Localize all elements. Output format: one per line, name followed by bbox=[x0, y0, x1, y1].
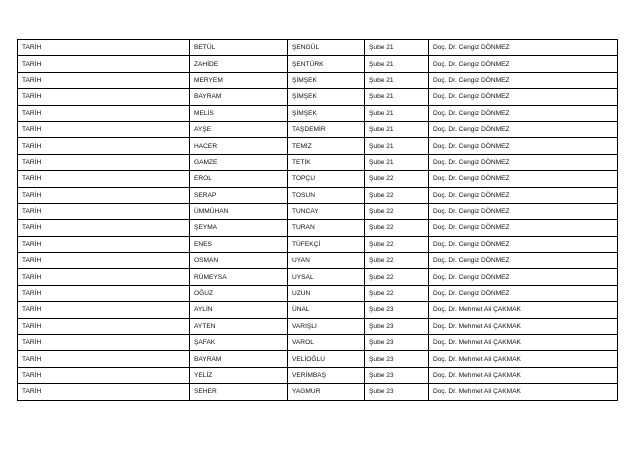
last-name-cell: TURAN bbox=[288, 220, 365, 236]
last-name-cell: ŞENGÜL bbox=[288, 40, 365, 56]
instructor-cell: Doç. Dr. Cengiz DÖNMEZ bbox=[429, 269, 618, 285]
course-cell: TARİH bbox=[18, 154, 190, 170]
first-name-cell: ŞEYMA bbox=[190, 220, 288, 236]
instructor-cell: Doç. Dr. Cengiz DÖNMEZ bbox=[429, 105, 618, 121]
table-row bbox=[18, 302, 618, 318]
course-cell: TARİH bbox=[18, 138, 190, 154]
section-cell: Şube 22 bbox=[365, 285, 429, 301]
first-name-cell: HACER bbox=[190, 138, 288, 154]
section-cell: Şube 21 bbox=[365, 56, 429, 72]
last-name-cell: ÜNAL bbox=[288, 302, 365, 318]
section-cell: Şube 23 bbox=[365, 384, 429, 400]
table-row bbox=[18, 384, 618, 400]
course-cell: TARİH bbox=[18, 285, 190, 301]
roster-body bbox=[18, 40, 618, 401]
course-cell: TARİH bbox=[18, 236, 190, 252]
table-row bbox=[18, 351, 618, 367]
course-cell: TARİH bbox=[18, 302, 190, 318]
course-cell: TARİH bbox=[18, 367, 190, 383]
course-cell: TARİH bbox=[18, 253, 190, 269]
instructor-cell: Doç. Dr. Cengiz DÖNMEZ bbox=[429, 203, 618, 219]
section-cell: Şube 21 bbox=[365, 105, 429, 121]
table-row bbox=[18, 121, 618, 137]
first-name-cell: OĞUZ bbox=[190, 285, 288, 301]
section-cell: Şube 21 bbox=[365, 138, 429, 154]
instructor-cell: Doç. Dr. Cengiz DÖNMEZ bbox=[429, 154, 618, 170]
table-row bbox=[18, 40, 618, 56]
course-cell: TARİH bbox=[18, 187, 190, 203]
table-row bbox=[18, 236, 618, 252]
course-cell: TARİH bbox=[18, 384, 190, 400]
course-cell: TARİH bbox=[18, 335, 190, 351]
instructor-cell: Doç. Dr. Mehmet Ali ÇAKMAK bbox=[429, 384, 618, 400]
table-row bbox=[18, 138, 618, 154]
instructor-cell: Doç. Dr. Mehmet Ali ÇAKMAK bbox=[429, 351, 618, 367]
instructor-cell: Doç. Dr. Mehmet Ali ÇAKMAK bbox=[429, 318, 618, 334]
first-name-cell: AYTEN bbox=[190, 318, 288, 334]
section-cell: Şube 22 bbox=[365, 203, 429, 219]
student-roster-table bbox=[17, 39, 618, 401]
instructor-cell: Doç. Dr. Cengiz DÖNMEZ bbox=[429, 56, 618, 72]
instructor-cell: Doç. Dr. Cengiz DÖNMEZ bbox=[429, 171, 618, 187]
first-name-cell: BAYRAM bbox=[190, 89, 288, 105]
last-name-cell: TUNCAY bbox=[288, 203, 365, 219]
first-name-cell: ŞAFAK bbox=[190, 335, 288, 351]
table-row bbox=[18, 56, 618, 72]
last-name-cell: VERİMBAŞ bbox=[288, 367, 365, 383]
last-name-cell: TÜFEKÇİ bbox=[288, 236, 365, 252]
first-name-cell: YELİZ bbox=[190, 367, 288, 383]
first-name-cell: OSMAN bbox=[190, 253, 288, 269]
instructor-cell: Doç. Dr. Cengiz DÖNMEZ bbox=[429, 138, 618, 154]
first-name-cell: MERYEM bbox=[190, 72, 288, 88]
table-row bbox=[18, 285, 618, 301]
section-cell: Şube 22 bbox=[365, 187, 429, 203]
table-row bbox=[18, 187, 618, 203]
course-cell: TARİH bbox=[18, 318, 190, 334]
instructor-cell: Doç. Dr. Mehmet Ali ÇAKMAK bbox=[429, 302, 618, 318]
table-row bbox=[18, 154, 618, 170]
course-cell: TARİH bbox=[18, 269, 190, 285]
document-sheet bbox=[17, 39, 617, 401]
last-name-cell: TEMİZ bbox=[288, 138, 365, 154]
section-cell: Şube 23 bbox=[365, 351, 429, 367]
section-cell: Şube 21 bbox=[365, 40, 429, 56]
table-row bbox=[18, 253, 618, 269]
first-name-cell: SERAP bbox=[190, 187, 288, 203]
course-cell: TARİH bbox=[18, 89, 190, 105]
last-name-cell: ŞENTÜRK bbox=[288, 56, 365, 72]
course-cell: TARİH bbox=[18, 72, 190, 88]
first-name-cell: BETÜL bbox=[190, 40, 288, 56]
course-cell: TARİH bbox=[18, 56, 190, 72]
first-name-cell: GAMZE bbox=[190, 154, 288, 170]
last-name-cell: YAGMUR bbox=[288, 384, 365, 400]
first-name-cell: AYLİN bbox=[190, 302, 288, 318]
instructor-cell: Doç. Dr. Cengiz DÖNMEZ bbox=[429, 187, 618, 203]
first-name-cell: RÜMEYSA bbox=[190, 269, 288, 285]
last-name-cell: VARIŞLI bbox=[288, 318, 365, 334]
instructor-cell: Doç. Dr. Cengiz DÖNMEZ bbox=[429, 40, 618, 56]
instructor-cell: Doç. Dr. Cengiz DÖNMEZ bbox=[429, 285, 618, 301]
section-cell: Şube 21 bbox=[365, 121, 429, 137]
table-row bbox=[18, 89, 618, 105]
first-name-cell: AYŞE bbox=[190, 121, 288, 137]
course-cell: TARİH bbox=[18, 40, 190, 56]
section-cell: Şube 22 bbox=[365, 253, 429, 269]
course-cell: TARİH bbox=[18, 171, 190, 187]
table-row bbox=[18, 335, 618, 351]
instructor-cell: Doç. Dr. Cengiz DÖNMEZ bbox=[429, 121, 618, 137]
last-name-cell: ŞİMŞEK bbox=[288, 89, 365, 105]
last-name-cell: UYAN bbox=[288, 253, 365, 269]
course-cell: TARİH bbox=[18, 105, 190, 121]
last-name-cell: TOPÇU bbox=[288, 171, 365, 187]
last-name-cell: TETİK bbox=[288, 154, 365, 170]
first-name-cell: MELİS bbox=[190, 105, 288, 121]
course-cell: TARİH bbox=[18, 351, 190, 367]
last-name-cell: ŞİMŞEK bbox=[288, 72, 365, 88]
instructor-cell: Doç. Dr. Mehmet Ali ÇAKMAK bbox=[429, 335, 618, 351]
table-row bbox=[18, 105, 618, 121]
course-cell: TARİH bbox=[18, 121, 190, 137]
first-name-cell: SEHER bbox=[190, 384, 288, 400]
last-name-cell: UYSAL bbox=[288, 269, 365, 285]
instructor-cell: Doç. Dr. Cengiz DÖNMEZ bbox=[429, 253, 618, 269]
first-name-cell: BAYRAM bbox=[190, 351, 288, 367]
table-row bbox=[18, 318, 618, 334]
instructor-cell: Doç. Dr. Cengiz DÖNMEZ bbox=[429, 89, 618, 105]
first-name-cell: EROL bbox=[190, 171, 288, 187]
last-name-cell: TAŞDEMİR bbox=[288, 121, 365, 137]
last-name-cell: VELİOĞLU bbox=[288, 351, 365, 367]
section-cell: Şube 23 bbox=[365, 335, 429, 351]
table-row bbox=[18, 367, 618, 383]
section-cell: Şube 21 bbox=[365, 154, 429, 170]
first-name-cell: ÜMMÜHAN bbox=[190, 203, 288, 219]
last-name-cell: UZUN bbox=[288, 285, 365, 301]
section-cell: Şube 23 bbox=[365, 367, 429, 383]
course-cell: TARİH bbox=[18, 203, 190, 219]
table-row bbox=[18, 220, 618, 236]
table-row bbox=[18, 72, 618, 88]
section-cell: Şube 22 bbox=[365, 220, 429, 236]
last-name-cell: VAROL bbox=[288, 335, 365, 351]
course-cell: TARİH bbox=[18, 220, 190, 236]
section-cell: Şube 22 bbox=[365, 269, 429, 285]
table-row bbox=[18, 171, 618, 187]
section-cell: Şube 22 bbox=[365, 171, 429, 187]
table-row bbox=[18, 203, 618, 219]
section-cell: Şube 23 bbox=[365, 302, 429, 318]
first-name-cell: ZAHİDE bbox=[190, 56, 288, 72]
instructor-cell: Doç. Dr. Cengiz DÖNMEZ bbox=[429, 236, 618, 252]
instructor-cell: Doç. Dr. Cengiz DÖNMEZ bbox=[429, 220, 618, 236]
section-cell: Şube 21 bbox=[365, 89, 429, 105]
section-cell: Şube 22 bbox=[365, 236, 429, 252]
section-cell: Şube 21 bbox=[365, 72, 429, 88]
table-row bbox=[18, 269, 618, 285]
last-name-cell: ŞİMŞEK bbox=[288, 105, 365, 121]
first-name-cell: ENES bbox=[190, 236, 288, 252]
section-cell: Şube 23 bbox=[365, 318, 429, 334]
instructor-cell: Doç. Dr. Cengiz DÖNMEZ bbox=[429, 72, 618, 88]
instructor-cell: Doç. Dr. Mehmet Ali ÇAKMAK bbox=[429, 367, 618, 383]
last-name-cell: TOSUN bbox=[288, 187, 365, 203]
